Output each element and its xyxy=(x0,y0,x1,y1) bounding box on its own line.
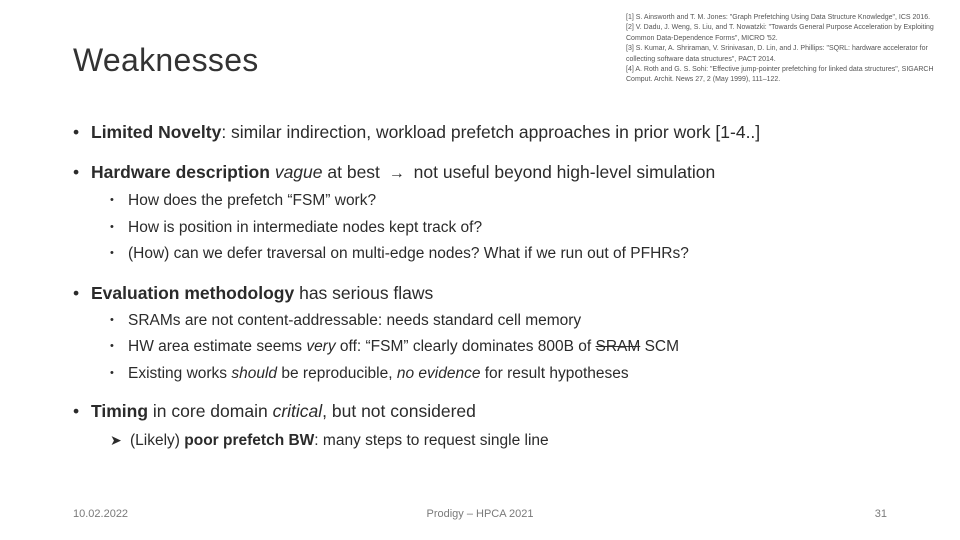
page-number: 31 xyxy=(874,508,887,520)
sub-bullet-position: • How is position in intermediate nodes kept track of? xyxy=(110,219,483,236)
footer-title: Prodigy – HPCA 2021 xyxy=(426,508,534,520)
footer-date: 10.02.2022 xyxy=(73,508,129,520)
arrow-right-icon: → xyxy=(388,165,405,182)
struck-text: SRAM xyxy=(595,338,641,355)
bullet-timing: • Timing in core domain critical, but not considered xyxy=(73,401,476,421)
bullet-1-text: : similar indirection, workload prefetch approaches in prior work [1-4..] xyxy=(221,122,761,142)
references-block xyxy=(626,13,948,86)
bullet-2-mid: at best xyxy=(322,162,385,182)
bullet-4-bold: Timing xyxy=(91,401,149,421)
slide-title: Weaknesses xyxy=(73,42,259,78)
bullet-2-text: not useful beyond high-level simulation xyxy=(408,162,716,182)
bullet-hardware-description: • Hardware description vague at best → not useful beyond high-level simulation xyxy=(73,162,716,182)
reference-4: [4] A. Roth and G. S. Sohi: "Effective jump-pointer prefetching for linked data structures", SIGARCH Comput. Archit. News 27, 2 (May 1999), 111–122. xyxy=(626,66,934,84)
reference-1: [1] S. Ainsworth and T. M. Jones: "Graph Prefetching Using Data Structure Knowledge", ICS 2016. xyxy=(626,14,931,21)
reference-3: [3] S. Kumar, A. Shriraman, V. Srinivasan, D. Lin, and J. Phillips: "SQRL: hardware accelerator for collecting software data structures", PACT 2014. xyxy=(626,45,928,63)
bullet-2-italic: vague xyxy=(274,162,323,182)
bullet-evaluation-methodology: • Evaluation methodology has serious flaws xyxy=(73,283,434,303)
sub-bullet-hw-area: • HW area estimate seems very off: “FSM” clearly dominates 800B of SRAM SCM xyxy=(110,338,680,355)
reference-2: [2] V. Dadu, J. Weng, S. Liu, and T. Nowatzki: "Towards General Purpose Acceleration by Exploiting Common Data-Dependence Forms", MICRO '52. xyxy=(626,24,934,42)
bullet-2-bold: Hardware description xyxy=(91,162,270,182)
sub-bullet-srams: • SRAMs are not content-addressable: needs standard cell memory xyxy=(110,312,582,329)
bullet-1-bold: Limited Novelty xyxy=(91,122,222,142)
sub-bullet-fsm: • How does the prefetch “FSM” work? xyxy=(110,192,377,209)
sub-bullet-reproducible: • Existing works should be reproducible, no evidence for result hypotheses xyxy=(110,365,629,382)
sub-bullet-prefetch-bw: ➤ (Likely) poor prefetch BW: many steps to request single line xyxy=(110,432,549,449)
sub-bullet-multi-edge: • (How) can we defer traversal on multi-edge nodes? What if we run out of PFHRs? xyxy=(110,245,689,262)
bullet-limited-novelty: • Limited Novelty: similar indirection, workload prefetch approaches in prior work [1-4..] xyxy=(73,122,761,142)
bullet-3-bold: Evaluation methodology xyxy=(91,283,295,303)
arrowhead-bullet-icon: ➤ xyxy=(110,432,122,448)
bullet-3-text: has serious flaws xyxy=(294,283,434,303)
